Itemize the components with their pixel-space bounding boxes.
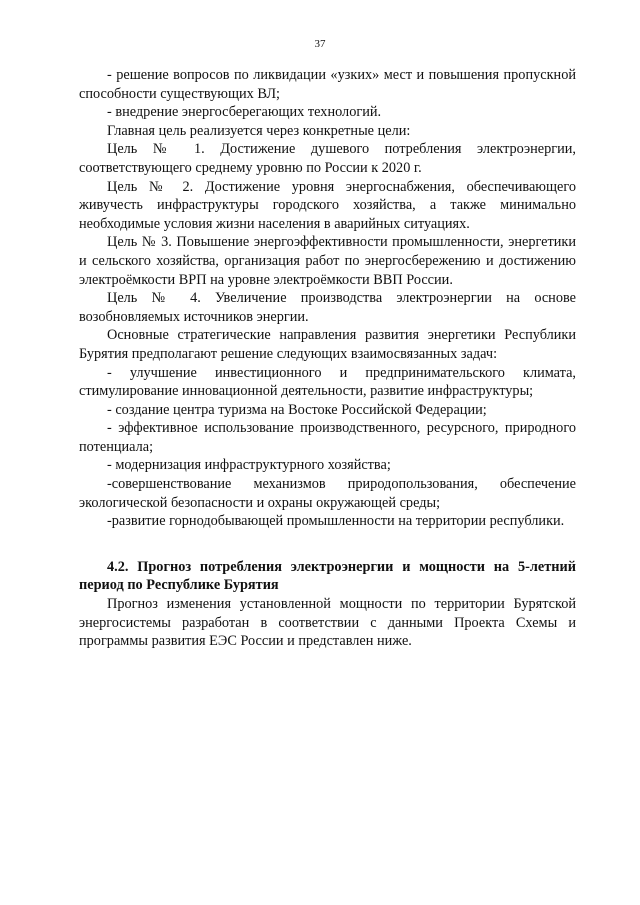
paragraph-bottleneck-removal: - решение вопросов по ликвидации «узких» мест и повышения пропускной способности существующих ВЛ; <box>79 67 576 102</box>
section-heading: 4.2. Прогноз потребления электроэнергии и мощности на 5-летний период по Республике Бурятия <box>79 558 576 594</box>
paragraph-energy-saving-tech: - внедрение энергосберегающих технологий. <box>107 104 382 121</box>
paragraph-goal-1: Цель № 1. Достижение душевого потребления электроэнергии, соответствующего среднему уровню по России к 2020 г. <box>79 141 576 176</box>
paragraph-mining-industry: -развитие горнодобывающей промышленности на территории республики. <box>107 513 565 530</box>
paragraph-goal-4: Цель № 4. Увеличение производства электроэнергии на основе возобновляемых источников энергии. <box>79 290 576 325</box>
paragraph-nature-management: -совершенствование механизмов природопользования, обеспечение экологической безопасности и охраны окружающей среды; <box>79 476 576 511</box>
paragraph-modernization: - модернизация инфраструктурного хозяйства; <box>107 457 391 474</box>
page-number: 37 <box>314 38 326 50</box>
paragraph-goal-2: Цель № 2. Достижение уровня энергоснабжения, обеспечивающего живучесть инфраструктуры городского хозяйства, а также минимально необходимые условия жизни населения в аварийных ситуациях. <box>79 178 576 232</box>
paragraph-investment-climate: - улучшение инвестиционного и предпринимательского климата, стимулирование инновационной деятельности, развитие инфраструктуры; <box>79 364 576 400</box>
paragraph-main-goal: Главная цель реализуется через конкретные цели: <box>107 122 411 139</box>
document-body <box>79 66 576 651</box>
paragraph-strategic-directions: Основные стратегические направления развития энергетики Республики Бурятия предполагают решение следующих взаимосвязанных задач: <box>79 327 576 362</box>
paragraph-resource-use: - эффективное использование производственного, ресурсного, природного потенциала; <box>79 420 576 455</box>
paragraph-goal-3: Цель № 3. Повышение энергоэффективности промышленности, энергетики и сельского хозяйства, организация работ по энергосбережению и достижению электроёмкости ВРП на уровне электроёмкости ВВП России. <box>79 234 576 288</box>
paragraph-tourism-center: - создание центра туризма на Востоке Российской Федерации; <box>107 401 487 418</box>
paragraph-capacity-forecast: Прогноз изменения установленной мощности по территории Бурятской энергосистемы разработан в соответствии с данными Проекта Схемы и программы развития ЕЭС России и представлен ниже. <box>79 596 576 650</box>
